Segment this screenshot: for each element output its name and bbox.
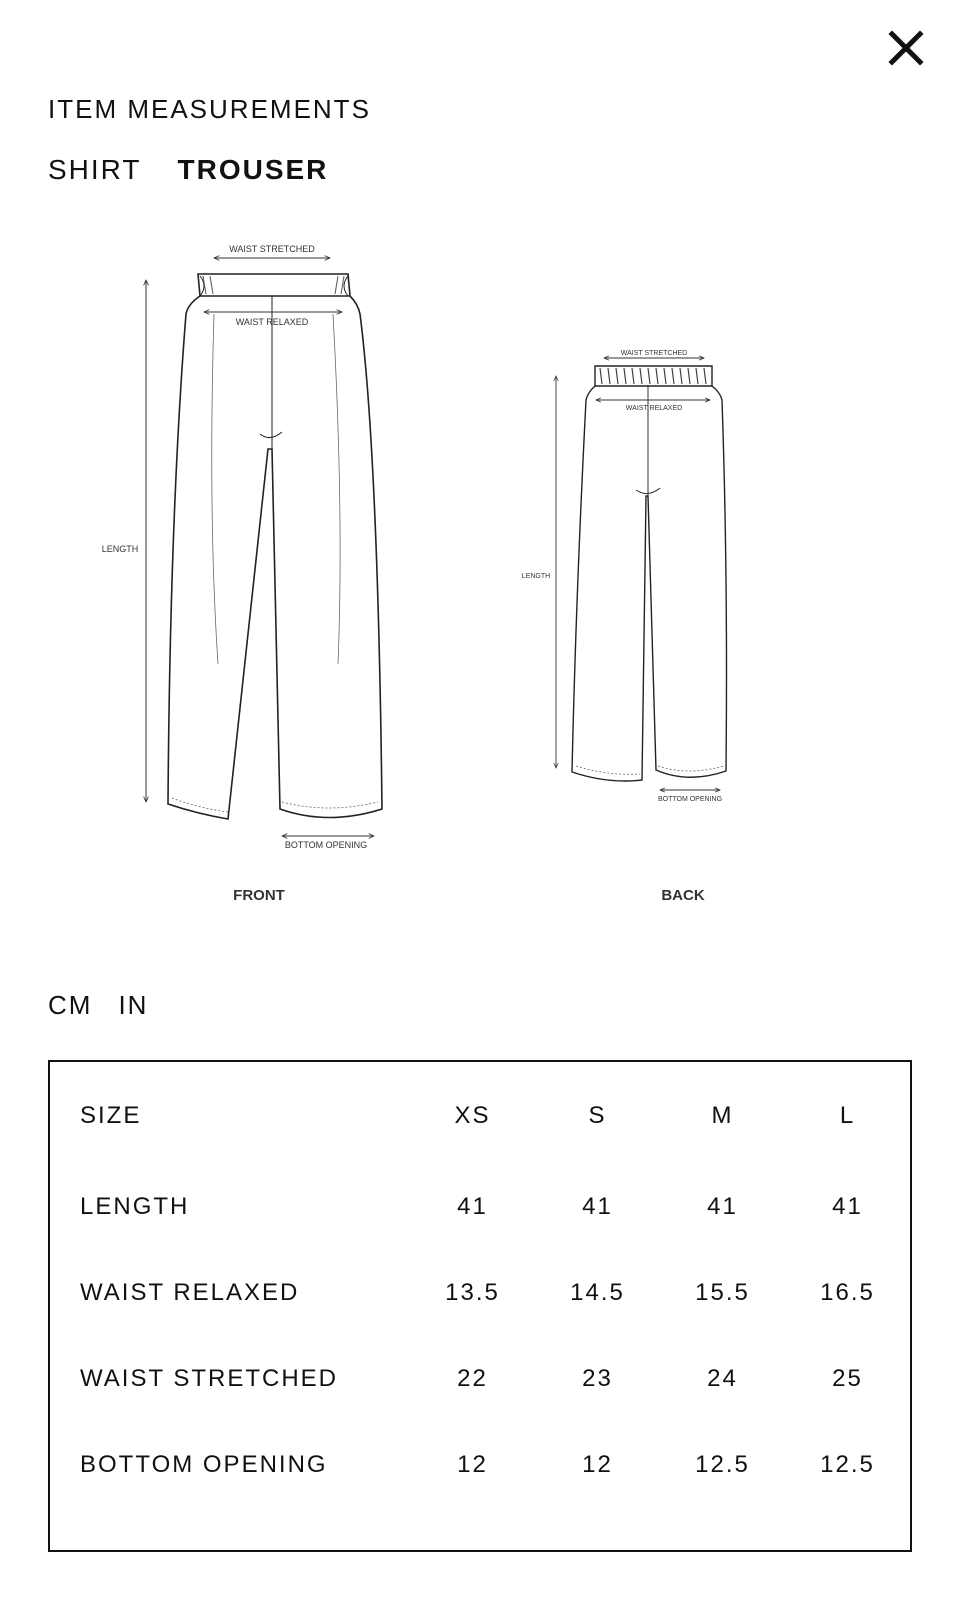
cell-value: 41: [457, 1193, 488, 1220]
garment-tabs: [48, 154, 328, 186]
table-row: [80, 1164, 910, 1250]
size-table-container: [48, 1060, 912, 1552]
tab-shirt[interactable]: SHIRT: [48, 154, 142, 185]
table-header-row: [80, 1102, 910, 1164]
close-button[interactable]: [888, 30, 924, 66]
cell-value: 15.5: [695, 1279, 750, 1306]
unit-tabs: [48, 990, 148, 1021]
size-l-header: L: [839, 1102, 856, 1129]
table-row: [80, 1336, 910, 1422]
cell-value: 41: [707, 1193, 738, 1220]
row-label: BOTTOM OPENING: [80, 1451, 328, 1478]
cell-value: 25: [832, 1365, 863, 1392]
table-row: [80, 1250, 910, 1336]
trouser-measurement-diagram: [48, 214, 900, 954]
cell-value: 41: [582, 1193, 613, 1220]
cell-value: 12: [582, 1451, 613, 1478]
tab-trouser[interactable]: TROUSER: [177, 154, 329, 185]
front-trouser-drawing: [168, 274, 382, 819]
size-m-header: M: [711, 1102, 734, 1129]
back-length-label: LENGTH: [521, 573, 551, 580]
size-s-header: S: [588, 1102, 607, 1129]
cell-value: 12: [457, 1451, 488, 1478]
cell-value: 23: [582, 1365, 613, 1392]
back-measure-lines: [556, 358, 720, 790]
front-waist-relaxed-label: WAIST RELAXED: [235, 317, 309, 327]
row-label: LENGTH: [80, 1193, 190, 1220]
cell-value: 12.5: [820, 1451, 875, 1478]
back-trouser-drawing: [572, 366, 727, 781]
cell-value: 12.5: [695, 1451, 750, 1478]
size-xs-header: XS: [454, 1102, 491, 1129]
front-bottom-opening-label: BOTTOM OPENING: [284, 840, 368, 850]
front-waist-stretched-label: WAIST STRETCHED: [229, 244, 315, 254]
unit-tab-in[interactable]: IN: [118, 990, 149, 1020]
back-waist-stretched-label: WAIST STRETCHED: [620, 350, 688, 357]
cell-value: 22: [457, 1365, 488, 1392]
unit-tab-cm[interactable]: CM: [48, 990, 93, 1020]
front-length-label: LENGTH: [101, 544, 139, 554]
cell-value: 14.5: [570, 1279, 625, 1306]
cell-value: 41: [832, 1193, 863, 1220]
cell-value: 24: [707, 1365, 738, 1392]
table-row: [80, 1422, 910, 1508]
row-label: WAIST RELAXED: [80, 1279, 300, 1306]
back-waist-relaxed-label: WAIST RELAXED: [625, 405, 683, 412]
back-bottom-opening-label: BOTTOM OPENING: [657, 796, 723, 803]
cell-value: 13.5: [445, 1279, 500, 1306]
back-caption: BACK: [661, 887, 705, 904]
front-caption: FRONT: [233, 887, 285, 904]
cell-value: 16.5: [820, 1279, 875, 1306]
row-label: WAIST STRETCHED: [80, 1365, 339, 1392]
close-icon: [888, 30, 924, 66]
size-table: [80, 1102, 910, 1508]
size-header: SIZE: [80, 1102, 142, 1129]
page-title: ITEM MEASUREMENTS: [48, 94, 371, 124]
